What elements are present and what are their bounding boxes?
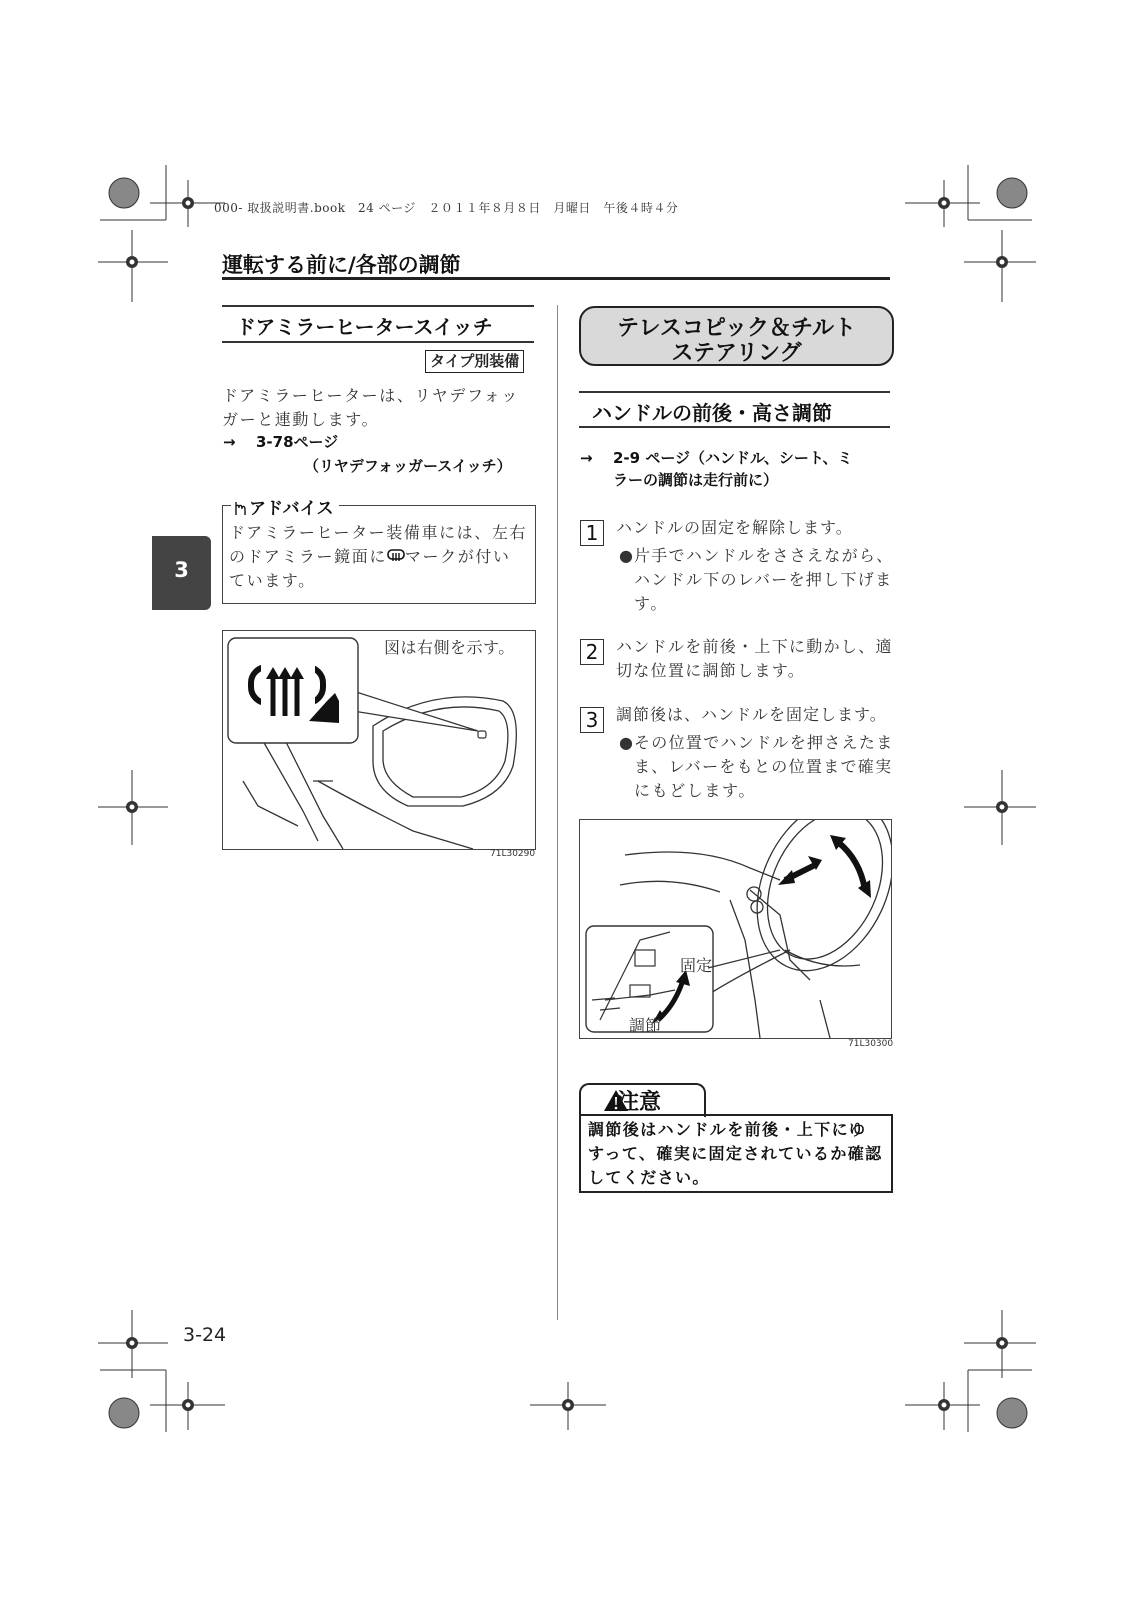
caution-title: 注意	[617, 1090, 662, 1115]
body-text: ガーと連動します。	[222, 410, 380, 429]
ref-arrow: →	[223, 433, 236, 451]
ref-title: （リヤデフォッガースイッチ）	[304, 457, 512, 475]
step-number: 3	[580, 707, 604, 733]
advice-text: のドアミラー鏡面に	[229, 547, 387, 566]
step-text: 調節後は、ハンドルを固定します。	[616, 705, 887, 724]
ref-link-cont: ラーの調節は走行前に）	[613, 471, 779, 489]
caution-text: すって、確実に固定されているか確認	[588, 1144, 883, 1163]
advice-label-text: アドバイス	[249, 499, 334, 519]
advice-text-line2	[229, 545, 511, 569]
subheading-rule-bottom	[579, 426, 890, 428]
section-heading-mirror-heater: ドアミラーヒータースイッチ	[236, 315, 493, 339]
ref-link[interactable]: 2-9 ページ（ハンドル、シート、ミ	[613, 449, 853, 467]
heading-rule-bottom	[222, 341, 534, 343]
subheading-steering-adjust: ハンドルの前後・高さ調節	[592, 401, 832, 425]
page-number: 3-24	[183, 1324, 227, 1346]
step-number: 2	[580, 639, 604, 665]
ref-arrow: →	[580, 449, 593, 467]
bullet-text: 片手でハンドルをささえながら、	[634, 546, 894, 565]
step-text: 切な位置に調節します。	[616, 661, 806, 680]
advice-text: マークが付い	[404, 547, 511, 566]
subheading-rule-top	[579, 391, 890, 393]
title-rule	[222, 277, 890, 280]
steering-figure	[579, 819, 892, 1039]
advice-label	[231, 494, 339, 519]
step-text: ハンドルを前後・上下に動かし、適	[616, 637, 893, 656]
section-title-line2: ステアリング	[671, 341, 802, 366]
heading-rule-top	[222, 305, 534, 307]
file-info: 000- 取扱説明書.book 24 ページ ２０１１年８月８日 月曜日 午後４時４分	[214, 201, 679, 215]
mirror-figure	[222, 630, 536, 850]
ref-page-link[interactable]: 3-78ページ	[256, 433, 339, 451]
column-separator	[557, 305, 558, 1320]
door-mirror-illustration	[223, 631, 535, 849]
bullet-text: す。	[634, 594, 668, 613]
section-title-line1: テレスコピック＆チルト	[617, 316, 856, 341]
advice-text: ています。	[229, 571, 316, 590]
section-title-box	[579, 306, 894, 366]
bullet-text: ハンドル下のレバーを押し下げま	[634, 570, 893, 589]
bullet-text: ま、レバーをもとの位置まで確実	[634, 757, 893, 776]
equipment-type-badge: タイプ別装備	[425, 350, 524, 373]
step-text: ハンドルの固定を解除します。	[616, 518, 853, 537]
bullet: ●	[619, 733, 635, 752]
advice-text: ドアミラーヒーター装備車には、左右	[229, 523, 528, 542]
figure-label-adjust: 調節	[629, 1016, 662, 1035]
figure-id: 71L30290	[490, 849, 536, 859]
bullet: ●	[619, 546, 635, 565]
chapter-tab	[152, 536, 211, 610]
figure-caption: 図は右側を示す。	[384, 638, 515, 657]
page-title: 運転する前に/各部の調節	[222, 253, 461, 277]
caution-text: してください。	[588, 1168, 710, 1187]
pointing-hand-icon	[233, 500, 249, 516]
body-text: ドアミラーヒーターは、リヤデフォッ	[222, 386, 519, 405]
figure-label-fix: 固定	[680, 956, 713, 975]
mirror-heater-icon	[387, 549, 405, 563]
figure-id: 71L30300	[848, 1039, 894, 1049]
chapter-number: 3	[174, 558, 189, 582]
bullet-text: にもどします。	[634, 781, 756, 800]
bullet-text: その位置でハンドルを押さえたま	[634, 733, 894, 752]
caution-text: 調節後はハンドルを前後・上下にゆ	[588, 1120, 867, 1139]
step-number: 1	[580, 520, 604, 546]
steering-wheel-illustration	[580, 820, 891, 1038]
